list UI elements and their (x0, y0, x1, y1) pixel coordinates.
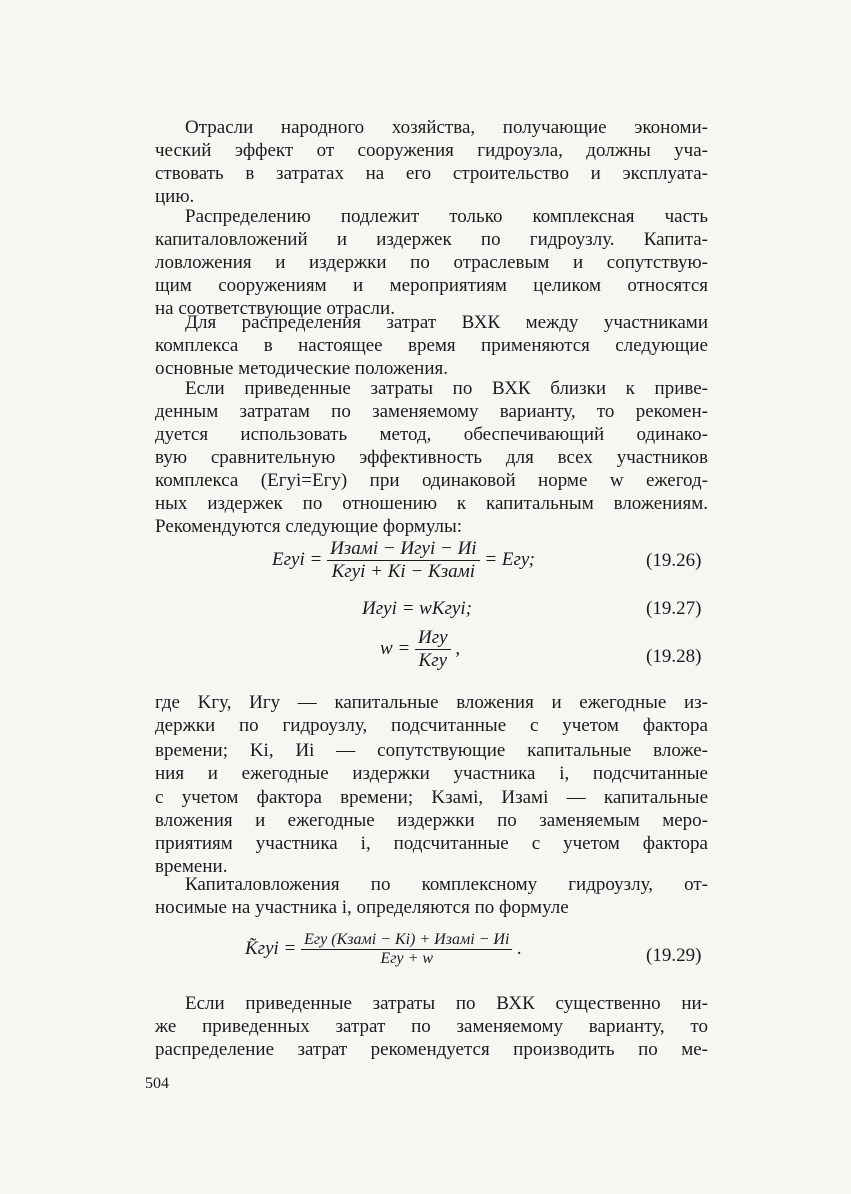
formula-rhs: . (517, 937, 522, 959)
text-line: вую сравнительную эффективность для всех участников (155, 447, 708, 468)
page-number: 504 (145, 1075, 169, 1092)
text-line: приятиям участника i, подсчитанные с учетом фактора (155, 833, 708, 854)
formula-denominator: Kгу (418, 650, 448, 671)
text-line: ных издержек по отношению к капитальным вложениям. (155, 493, 708, 514)
text-line: денным затратам по заменяемому варианту, то рекомен- (155, 401, 708, 422)
formula-fraction (301, 931, 512, 968)
text-line: ствовать в затратах на его строительство и эксплуата- (155, 163, 708, 184)
text-line: где Kгу, Игу — капитальные вложения и ежегодные из- (155, 692, 708, 713)
text-line: Рекомендуются следующие формулы: (155, 516, 463, 537)
formula-19-28 (380, 627, 460, 672)
text-line: времени. (155, 856, 228, 877)
formula-fraction (415, 627, 451, 672)
text-line: капиталовложений и издержек по гидроузлу. Капита- (155, 229, 708, 250)
text-line: Если приведенные затраты по ВХК существенно ни- (185, 993, 708, 1014)
equation-number: (19.29) (646, 945, 702, 966)
text-line: Для распределения затрат ВХК между участниками (185, 312, 708, 333)
text-line: Капиталовложения по комплексному гидроузлу, от- (185, 874, 708, 895)
text-line: вложения и ежегодные издержки по заменяемым меро- (155, 810, 708, 831)
text-line: ния и ежегодные издержки участника i, подсчитанные (155, 763, 708, 784)
text-line: же приведенных затрат по заменяемому варианту, то (155, 1016, 708, 1037)
text-line: с учетом фактора времени; Kзамi, Изамi — капитальные (155, 787, 708, 808)
formula-19-29 (245, 931, 522, 968)
text-line: комплекса в настоящее время применяются следующие (155, 335, 708, 356)
formula-rhs: = Eгу; (484, 548, 535, 570)
text-line: распределение затрат рекомендуется производить по ме- (155, 1039, 708, 1060)
formula-rhs: , (455, 637, 461, 659)
equation-number: (19.28) (646, 646, 702, 667)
equation-number: (19.26) (646, 550, 702, 571)
formula-lhs: K̃гуi = (245, 937, 297, 959)
text-line: ловложения и издержки по отраслевым и сопутствую- (155, 252, 708, 273)
text-line: носимые на участника i, определяются по формуле (155, 897, 569, 918)
formula-lhs: w = (380, 637, 411, 659)
text-line: комплекса (Eгуi=Eгу) при одинаковой норме w ежегод- (155, 470, 708, 491)
text-line: Отрасли народного хозяйства, получающие экономи- (185, 117, 708, 138)
formula-numerator: Игу (415, 627, 451, 650)
formula-19-26 (272, 538, 535, 583)
text-line: на соответствующие отрасли. (155, 298, 395, 319)
formula-numerator: Изамi − Игуi − Иi (327, 538, 480, 561)
text-line: Если приведенные затраты по ВХК близки к приве- (185, 378, 708, 399)
formula-denominator: Eгу + w (380, 950, 434, 967)
text-line: основные методические положения. (155, 358, 448, 379)
text-line: держки по гидроузлу, подсчитанные с учетом фактора (155, 715, 708, 736)
formula-19-27: Игуi = wKгуi; (362, 598, 472, 619)
formula-lhs: Eгуi = (272, 548, 323, 570)
text-line: дуется использовать метод, обеспечивающий одинако- (155, 424, 708, 445)
equation-number: (19.27) (646, 598, 702, 619)
text-line: времени; Ki, Иi — сопутствующие капитальные вложе- (155, 740, 708, 761)
formula-numerator: Eгу (Kзамi − Ki) + Изамi − Иi (301, 931, 512, 950)
text-line: Распределению подлежит только комплексная часть (185, 206, 708, 227)
formula-denominator: Kгуi + Ki − Kзамi (331, 561, 476, 582)
text-line: щим сооружениям и мероприятиям целиком относятся (155, 275, 708, 296)
text-line: цию. (155, 186, 195, 207)
formula-fraction (327, 538, 480, 583)
text-line: ческий эффект от сооружения гидроузла, должны уча- (155, 140, 708, 161)
